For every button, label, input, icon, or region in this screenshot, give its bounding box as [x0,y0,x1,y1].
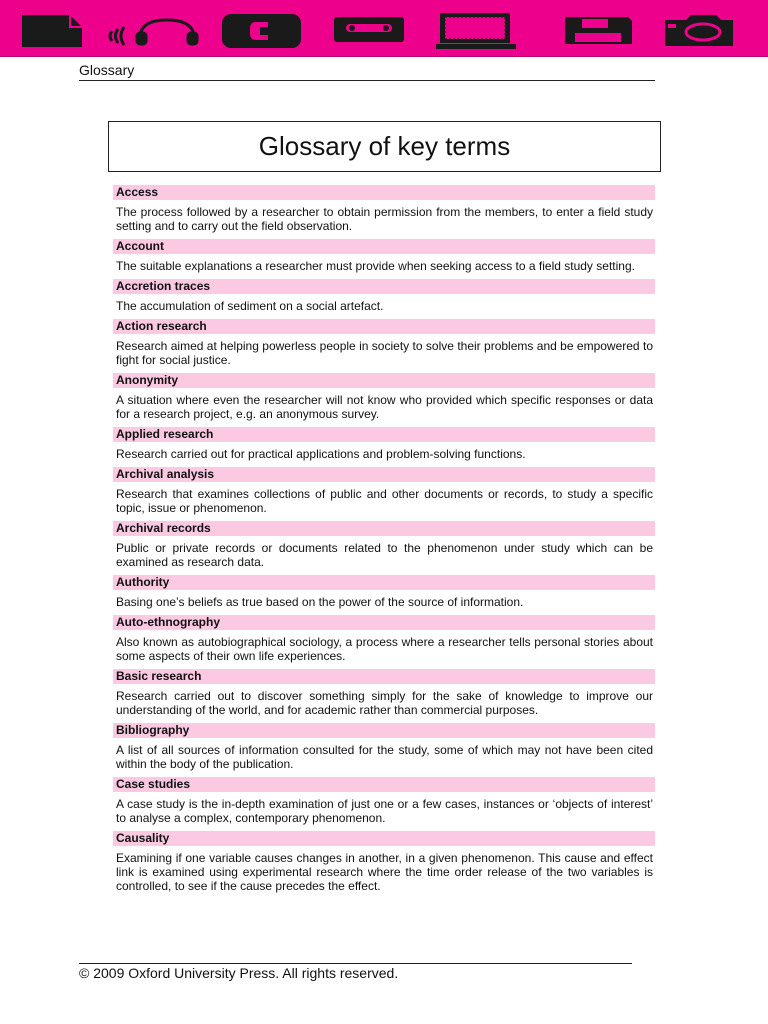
glossary-term: Account [113,239,655,254]
glossary-entry [113,239,655,273]
floppy-disk-icon [565,17,632,44]
glossary-list [113,185,655,899]
glossary-term: Auto-ethnography [113,615,655,630]
camera-icon [665,15,733,46]
glossary-term: Basic research [113,669,655,684]
glossary-entry [113,615,655,663]
glossary-entry [113,777,655,825]
glossary-definition: Public or private records or documents related to the phenomenon under study which can be examined as research data. [116,541,653,569]
glossary-definition: Research carried out to discover something simply for the sake of knowledge to improve our understanding of the world, and for academic rather than commercial purposes. [116,689,653,717]
glossary-definition: Also known as autobiographical sociology, a process where a researcher tells personal stories about some aspects of their own life experiences. [116,635,653,663]
glossary-definition: The process followed by a researcher to obtain permission from the members, to enter a field study setting and to carry out the field observation. [116,205,653,233]
glossary-term: Bibliography [113,723,655,738]
cassette-icon [334,17,404,42]
glossary-definition: Research carried out for practical applications and problem-solving functions. [116,447,526,461]
glossary-term: Authority [113,575,655,590]
page-title: Glossary of key terms [258,131,511,161]
glossary-definition: Basing one’s beliefs as true based on the power of the source of information. [116,595,524,609]
title-box [108,121,661,172]
glossary-definition: The accumulation of sediment on a social artefact. [116,299,384,313]
header-banner [0,0,768,57]
phone-icon [222,14,301,48]
glossary-definition: Research that examines collections of public and other documents or records, to study a specific topic, issue or phenomenon. [116,487,653,515]
glossary-entry [113,467,655,515]
glossary-entry [113,669,655,717]
glossary-entry [113,185,655,233]
glossary-entry [113,279,655,313]
document-icon [22,15,82,47]
headphones-icon [110,20,197,45]
glossary-term: Case studies [113,777,655,792]
glossary-entry [113,831,655,893]
glossary-definition: Examining if one variable causes changes in another, in a given phenomenon. This cause and effect link is examined using experimental research where the time order release of the two variables is controlled, to see if the cause precedes the effect. [116,851,653,893]
glossary-definition: Research aimed at helping powerless people in society to solve their problems and be empowered to fight for social justice. [116,339,653,367]
glossary-definition: A list of all sources of information consulted for the study, some of which may not have been cited within the body of the publication. [116,743,653,771]
glossary-term: Access [113,185,655,200]
glossary-term: Accretion traces [113,279,655,294]
glossary-term: Anonymity [113,373,655,388]
glossary-entry [113,723,655,771]
glossary-entry [113,575,655,609]
glossary-entry [113,427,655,461]
copyright-footer: © 2009 Oxford University Press. All rights reserved. [79,965,399,981]
glossary-term: Archival analysis [113,467,655,482]
computer-icon [436,13,516,49]
glossary-term: Causality [113,831,655,846]
glossary-definition: A case study is the in-depth examination of just one or a few cases, instances or ‘objects of interest’ to analyse a complex, contemporary phenomenon. [116,797,653,825]
footer-divider [79,963,632,964]
glossary-term: Action research [113,319,655,334]
glossary-entry [113,319,655,367]
banner-icons [0,0,768,56]
glossary-entry [113,521,655,569]
glossary-definition: The suitable explanations a researcher must provide when seeking access to a field study setting. [116,259,635,273]
glossary-term: Archival records [113,521,655,536]
running-head: Glossary [79,62,655,81]
glossary-term: Applied research [113,427,655,442]
glossary-entry [113,373,655,421]
glossary-definition: A situation where even the researcher will not know who provided which specific responses or data for a research project, e.g. an anonymous survey. [116,393,653,421]
